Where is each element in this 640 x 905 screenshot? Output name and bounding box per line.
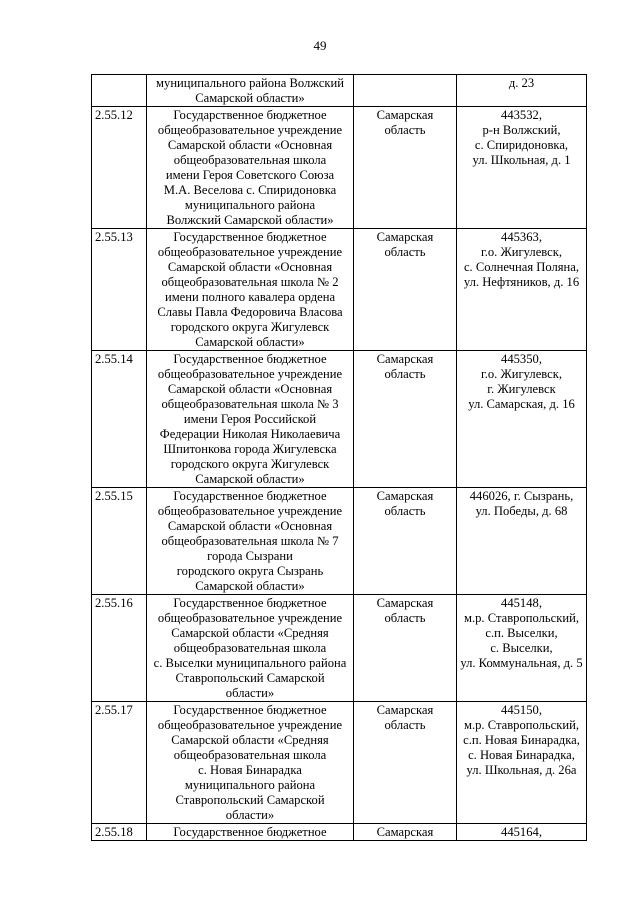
institution-name-line: с. Новая Бинарадка [198,763,302,777]
institution-name-cell [147,75,354,107]
institution-name-line: муниципального района Волжский [156,76,344,90]
address-line: ул. Победы, д. 68 [475,504,568,518]
address-line: ул. Самарская, д. 16 [468,397,575,411]
institutions-table [91,74,587,841]
address-line: с. Новая Бинарадка, [468,748,575,762]
institution-name-line: общеобразовательная школа № 7 [161,534,339,548]
institution-name-line: Ставропольский Самарской [175,793,325,807]
institution-name-line: Самарской области» [195,472,305,486]
region-cell [354,488,457,595]
address-line: г. Жигулевск [487,382,556,396]
institution-name-line: общеобразовательная школа № 3 [161,397,339,411]
region-line: Самарская [376,108,434,122]
table-row [92,107,587,229]
institution-name-line: общеобразовательное учреждение [157,611,343,625]
row-number: 2.55.17 [92,702,147,824]
row-number: 2.55.15 [92,488,147,595]
region-line: Самарская [376,489,434,503]
institution-name-line: Шпитонкова города Жигулевска [163,442,337,456]
institution-name-line: Государственное бюджетное [173,489,327,503]
institution-name-line: Самарской области «Основная [167,382,333,396]
address-line: 445350, [501,352,542,366]
institution-name-line: муниципального района [184,198,316,212]
address-line: с. Солнечная Поляна, [463,260,580,274]
institution-name-line: общеобразовательная школа [173,641,327,655]
row-number: 2.55.13 [92,229,147,351]
institution-name-cell [147,229,354,351]
institution-name-line: имени Героя Российской [183,412,317,426]
region-line: Самарская [376,230,434,244]
region-line: область [384,367,426,381]
address-line: ул. Школьная, д. 26а [466,763,577,777]
institution-name-line: Самарской области «Основная [167,138,333,152]
institution-name-line: Волжский Самарской области» [166,213,334,227]
institution-name-line: Государственное бюджетное [173,825,327,839]
address-cell [457,824,587,841]
institution-name-line: Самарской области «Средняя [171,733,329,747]
address-cell [457,488,587,595]
row-number: 2.55.18 [92,824,147,841]
institution-name-line: области» [225,808,275,822]
address-line: с.п. Выселки, [485,626,558,640]
address-line: ул. Школьная, д. 1 [472,153,571,167]
table-row [92,702,587,824]
institution-name-line: Самарской области «Основная [167,519,333,533]
address-cell [457,75,587,107]
institution-name-line: с. Выселки муниципального района [153,656,347,670]
table-body [92,75,587,841]
institution-name-line: Государственное бюджетное [173,596,327,610]
institution-name-cell [147,107,354,229]
institution-name-line: Самарской области» [195,91,305,105]
institution-name-line: Государственное бюджетное [173,230,327,244]
institution-name-cell [147,488,354,595]
region-cell [354,75,457,107]
institution-name-line: Самарской области «Основная [167,260,333,274]
address-line: 445148, [501,596,542,610]
institution-name-line: Самарской области» [195,579,305,593]
region-line: область [384,504,426,518]
institution-name-line: Государственное бюджетное [173,108,327,122]
address-line: м.р. Ставропольский, [464,718,579,732]
institution-name-line: имени Героя Советского Союза [165,168,335,182]
table-row [92,229,587,351]
region-cell [354,595,457,702]
address-line: 445363, [501,230,542,244]
institution-name-line: М.А. Веселова с. Спиридоновка [163,183,337,197]
region-line: Самарская [376,352,434,366]
address-cell [457,229,587,351]
address-line: г.о. Жигулевск, [480,245,563,259]
table-row [92,824,587,841]
address-cell [457,595,587,702]
address-cell [457,107,587,229]
region-cell [354,702,457,824]
address-cell [457,351,587,488]
row-number [92,75,147,107]
region-line: область [384,718,426,732]
row-number: 2.55.14 [92,351,147,488]
institution-name-line: общеобразовательное учреждение [157,718,343,732]
address-cell [457,702,587,824]
institution-name-line: городского округа Сызрань [176,564,324,578]
institution-name-line: общеобразовательное учреждение [157,245,343,259]
institution-name-line: городского округа Жигулевск [170,320,330,334]
address-line: с.п. Новая Бинарадка, [463,733,580,747]
address-line: ул. Коммунальная, д. 5 [460,656,583,670]
address-line: р-н Волжский, [482,123,561,137]
institution-name-cell [147,351,354,488]
address-line: ул. Нефтяников, д. 16 [463,275,580,289]
address-line: с. Выселки, [490,641,553,655]
table-row [92,351,587,488]
address-line: 443532, [501,108,542,122]
institution-name-line: общеобразовательное учреждение [157,123,343,137]
address-line: д. 23 [508,76,535,90]
institution-name-line: общеобразовательная школа № 2 [161,275,339,289]
region-line: область [384,245,426,259]
region-line: Самарская [376,825,434,839]
row-number: 2.55.12 [92,107,147,229]
institution-name-line: Федерации Николая Николаевича [159,427,341,441]
institution-name-line: Самарской области» [195,335,305,349]
address-line: г.о. Жигулевск, [480,367,563,381]
address-line: 446026, г. Сызрань, [469,489,574,503]
address-line: с. Спиридоновка, [474,138,569,152]
address-line: 445150, [501,703,542,717]
institution-name-line: области» [225,686,275,700]
region-line: область [384,123,426,137]
row-number: 2.55.16 [92,595,147,702]
institution-name-line: города Сызрани [207,549,293,563]
institution-name-cell [147,702,354,824]
institution-name-line: Славы Павла Федоровича Власова [157,305,343,319]
institution-name-line: общеобразовательное учреждение [157,504,343,518]
region-cell [354,229,457,351]
institution-name-line: общеобразовательная школа [173,748,327,762]
institution-name-line: общеобразовательное учреждение [157,367,343,381]
region-line: область [384,611,426,625]
region-cell [354,351,457,488]
institution-name-line: Ставропольский Самарской [175,671,325,685]
table-row [92,488,587,595]
table-row [92,75,587,107]
region-line: Самарская [376,703,434,717]
institution-name-cell [147,824,354,841]
institution-name-line: Государственное бюджетное [173,703,327,717]
institution-name-line: городского округа Жигулевск [170,457,330,471]
region-cell [354,107,457,229]
institution-name-line: общеобразовательная школа [173,153,327,167]
institution-name-cell [147,595,354,702]
region-line: Самарская [376,596,434,610]
address-line: м.р. Ставропольский, [464,611,579,625]
address-line: 445164, [501,825,542,839]
region-cell [354,824,457,841]
institution-name-line: Государственное бюджетное [173,352,327,366]
institution-name-line: имени полного кавалера ордена [164,290,336,304]
institution-name-line: муниципального района [184,778,316,792]
page-number: 49 [313,38,327,53]
institution-name-line: Самарской области «Средняя [171,626,329,640]
table-row [92,595,587,702]
